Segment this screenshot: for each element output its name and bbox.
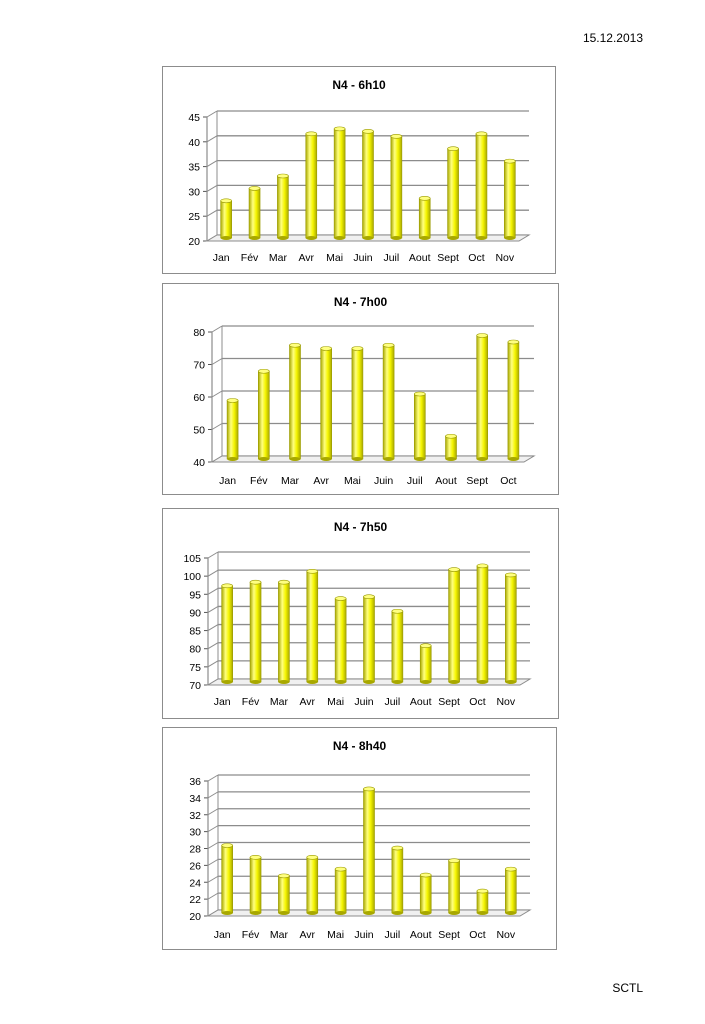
x-tick-label: Sept bbox=[437, 252, 459, 264]
y-tick-label: 22 bbox=[189, 894, 201, 907]
gridline-depth bbox=[208, 893, 218, 899]
gridline-depth bbox=[208, 570, 218, 576]
x-tick-label: Juin bbox=[373, 475, 394, 487]
bar-mar bbox=[278, 580, 289, 684]
x-tick-label: Mai bbox=[326, 252, 344, 264]
x-tick-label: Mai bbox=[343, 475, 361, 487]
chart-title: N4 - 6h10 bbox=[332, 78, 386, 92]
y-tick-label: 45 bbox=[188, 112, 200, 124]
x-tick-label: Nov bbox=[496, 696, 516, 708]
bar-oct bbox=[476, 132, 487, 240]
bar-mai bbox=[335, 867, 346, 915]
y-tick-label: 30 bbox=[189, 826, 201, 839]
gridline-depth bbox=[207, 161, 217, 167]
bar-juil bbox=[392, 846, 403, 915]
chart-title: N4 - 7h00 bbox=[333, 295, 388, 309]
x-tick-label: Nov bbox=[495, 252, 515, 264]
y-tick-label: 40 bbox=[193, 457, 205, 469]
y-tick-label: 95 bbox=[189, 589, 201, 602]
x-tick-label: Oct bbox=[469, 929, 486, 941]
bar-mar bbox=[290, 343, 301, 461]
gridline-depth bbox=[208, 775, 218, 781]
chart-svg-8h40 bbox=[163, 728, 556, 949]
chart-panel-7h50 bbox=[162, 508, 559, 719]
bar-oct bbox=[508, 340, 519, 461]
y-tick-label: 26 bbox=[189, 860, 201, 873]
gridline-depth bbox=[207, 210, 217, 216]
bar-juin bbox=[383, 343, 394, 461]
bar-jan bbox=[221, 199, 232, 240]
chart-svg-6h10 bbox=[163, 67, 555, 273]
bar-mai bbox=[334, 127, 345, 240]
y-tick-label: 85 bbox=[189, 625, 201, 638]
bar-juin bbox=[364, 595, 375, 684]
bar-oct bbox=[477, 564, 488, 684]
y-tick-label: 20 bbox=[188, 236, 200, 248]
x-tick-label: Mai bbox=[327, 929, 345, 941]
y-tick-label: 40 bbox=[188, 136, 200, 149]
chart-svg-7h00 bbox=[163, 284, 558, 494]
gridline-depth bbox=[207, 111, 217, 117]
y-tick-label: 34 bbox=[189, 792, 201, 805]
chart-panel-6h10 bbox=[162, 66, 556, 274]
bar-nov bbox=[505, 573, 516, 684]
bar-aout bbox=[419, 196, 430, 240]
y-tick-label: 35 bbox=[188, 161, 200, 174]
bar-oct bbox=[477, 889, 488, 915]
x-tick-label: Mar bbox=[280, 475, 300, 487]
x-tick-label: Avr bbox=[298, 252, 315, 264]
x-tick-label: Oct bbox=[500, 475, 517, 487]
x-tick-label: Jan bbox=[212, 252, 230, 264]
x-tick-label: Juin bbox=[354, 696, 374, 708]
chart-panel-7h00 bbox=[162, 283, 559, 495]
y-tick-label: 80 bbox=[193, 327, 205, 339]
x-tick-label: Fév bbox=[250, 475, 268, 487]
gridline-depth bbox=[208, 843, 218, 849]
gridline-depth bbox=[208, 809, 218, 815]
gridline-depth bbox=[208, 876, 218, 882]
x-tick-label: Oct bbox=[468, 252, 485, 264]
chart-title: N4 - 8h40 bbox=[332, 739, 387, 753]
gridline-depth bbox=[207, 185, 217, 191]
bar-sept bbox=[449, 568, 460, 684]
x-tick-label: Aout bbox=[435, 475, 457, 487]
gridline-depth bbox=[212, 359, 222, 365]
y-tick-label: 70 bbox=[193, 359, 205, 372]
bar-avr bbox=[306, 132, 317, 240]
bar-fév bbox=[249, 186, 260, 240]
gridline-depth bbox=[208, 792, 218, 798]
y-tick-label: 30 bbox=[188, 186, 200, 199]
x-tick-label: Jan bbox=[219, 475, 237, 487]
y-tick-label: 100 bbox=[183, 571, 201, 584]
bar-mar bbox=[278, 874, 289, 915]
bar-juil bbox=[414, 392, 425, 461]
x-tick-label: Juil bbox=[384, 696, 401, 708]
y-tick-label: 80 bbox=[189, 643, 201, 656]
x-tick-label: Oct bbox=[469, 696, 486, 708]
x-tick-label: Aout bbox=[409, 929, 432, 941]
x-tick-label: Jan bbox=[213, 929, 231, 941]
x-tick-label: Jan bbox=[213, 696, 231, 708]
x-tick-label: Juin bbox=[354, 929, 374, 941]
gridline-depth bbox=[208, 661, 218, 667]
y-tick-label: 50 bbox=[193, 424, 205, 437]
bar-fév bbox=[250, 855, 261, 915]
bar-jan bbox=[227, 399, 238, 462]
chart-panel-8h40 bbox=[162, 727, 557, 950]
bar-avr bbox=[321, 347, 332, 462]
x-tick-label: Fév bbox=[240, 252, 259, 264]
x-tick-label: Juil bbox=[383, 252, 400, 264]
gridline-depth bbox=[208, 552, 218, 558]
gridline-depth bbox=[212, 326, 222, 332]
gridline-depth bbox=[208, 826, 218, 832]
bar-jan bbox=[222, 844, 233, 916]
y-tick-label: 105 bbox=[183, 553, 201, 565]
gridline-depth bbox=[208, 588, 218, 594]
gridline-depth bbox=[208, 859, 218, 865]
bar-nov bbox=[505, 867, 516, 915]
page-date: 15.12.2013 bbox=[582, 31, 643, 45]
bar-avr bbox=[307, 569, 318, 684]
y-tick-label: 70 bbox=[189, 680, 201, 692]
x-tick-label: Aout bbox=[408, 252, 431, 264]
gridline-depth bbox=[208, 643, 218, 649]
bar-nov bbox=[504, 159, 515, 240]
y-tick-label: 28 bbox=[189, 843, 201, 856]
y-tick-label: 60 bbox=[193, 392, 205, 404]
y-tick-label: 20 bbox=[189, 911, 201, 923]
gridline-depth bbox=[208, 625, 218, 631]
x-tick-label: Avr bbox=[299, 696, 316, 708]
bar-jan bbox=[222, 584, 233, 684]
chart-svg-7h50 bbox=[163, 509, 558, 718]
x-tick-label: Aout bbox=[409, 696, 432, 708]
bar-mai bbox=[352, 347, 363, 462]
bar-juin bbox=[363, 129, 374, 240]
x-tick-label: Mar bbox=[268, 252, 287, 264]
y-tick-label: 36 bbox=[189, 776, 201, 788]
gridline-depth bbox=[212, 424, 222, 430]
bar-juil bbox=[392, 609, 403, 684]
x-tick-label: Sept bbox=[438, 929, 460, 941]
bar-avr bbox=[307, 855, 318, 915]
x-tick-label: Fév bbox=[241, 696, 260, 708]
bar-aout bbox=[420, 873, 431, 915]
gridline-depth bbox=[207, 136, 217, 142]
x-tick-label: Sept bbox=[438, 696, 460, 708]
x-tick-label: Mai bbox=[327, 696, 345, 708]
y-tick-label: 32 bbox=[189, 809, 201, 822]
bar-aout bbox=[420, 644, 431, 684]
x-tick-label: Avr bbox=[313, 475, 329, 487]
page-footer: SCTL bbox=[612, 981, 643, 995]
bar-aout bbox=[446, 434, 457, 461]
bar-fév bbox=[250, 580, 261, 684]
y-tick-label: 25 bbox=[188, 211, 200, 224]
x-tick-label: Nov bbox=[496, 929, 516, 941]
bar-sept bbox=[477, 334, 488, 462]
x-tick-label: Juil bbox=[406, 475, 423, 487]
bar-juil bbox=[391, 134, 402, 240]
y-tick-label: 75 bbox=[189, 661, 201, 674]
x-tick-label: Juil bbox=[384, 929, 401, 941]
bar-mai bbox=[335, 597, 346, 684]
x-tick-label: Fév bbox=[241, 929, 260, 941]
bar-sept bbox=[448, 147, 459, 240]
chart-title: N4 - 7h50 bbox=[333, 520, 388, 534]
bar-juin bbox=[364, 787, 375, 915]
x-tick-label: Avr bbox=[299, 929, 316, 941]
x-tick-label: Juin bbox=[353, 252, 373, 264]
y-tick-label: 24 bbox=[189, 877, 201, 890]
bar-fév bbox=[258, 369, 269, 461]
bar-sept bbox=[449, 859, 460, 915]
x-tick-label: Sept bbox=[466, 475, 489, 487]
gridline-depth bbox=[208, 606, 218, 612]
y-tick-label: 90 bbox=[189, 607, 201, 620]
x-tick-label: Mar bbox=[269, 929, 288, 941]
x-tick-label: Mar bbox=[269, 696, 288, 708]
bar-mar bbox=[277, 174, 288, 240]
gridline-depth bbox=[212, 391, 222, 397]
